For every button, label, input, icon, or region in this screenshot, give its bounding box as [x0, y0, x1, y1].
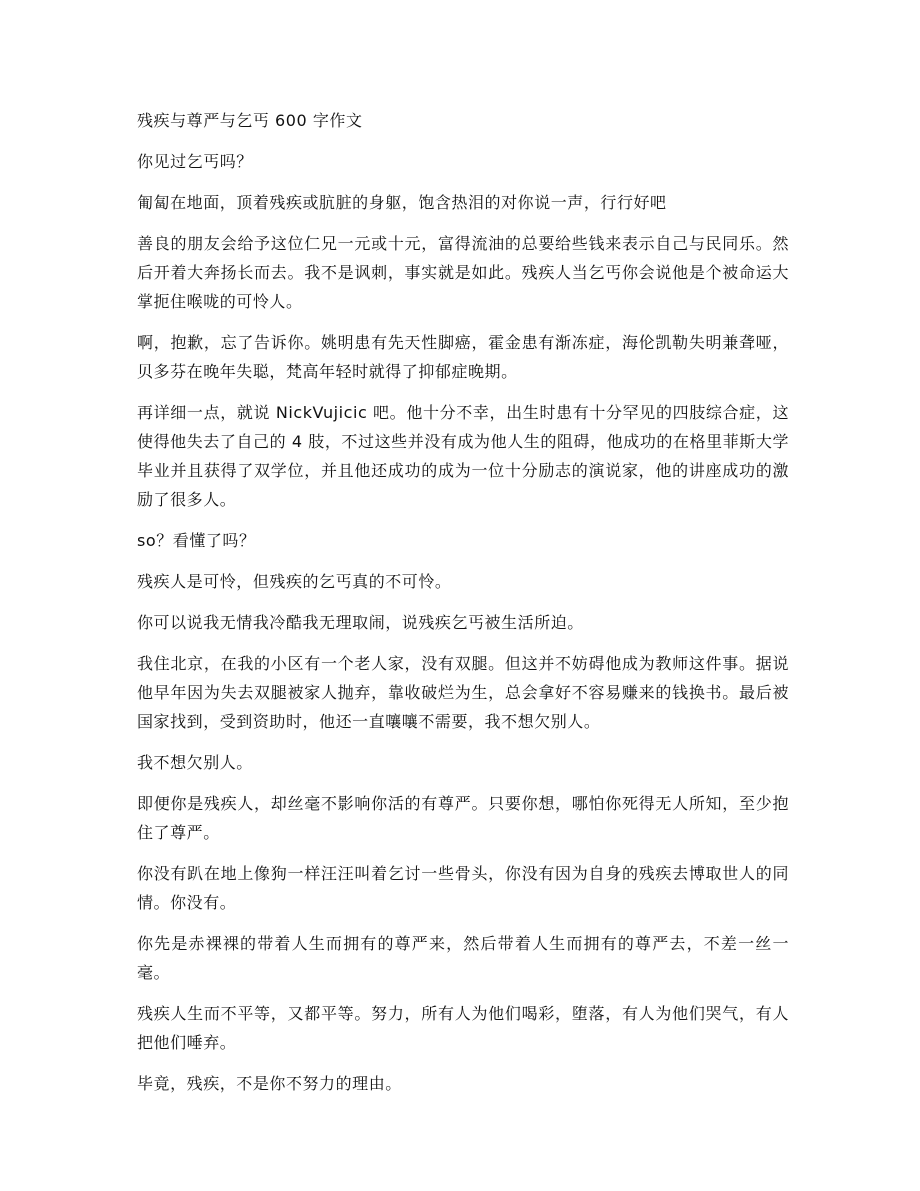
paragraph: 我不想欠别人。 [137, 753, 253, 772]
paragraph: 你可以说我无情我冷酷我无理取闹，说残疾乞丐被生活所迫。 [137, 613, 584, 632]
paragraph: 即便你是残疾人，却丝毫不影响你活的有尊严。只要你想，哪怕你死得无人所知，至少抱住了尊严。 [137, 794, 789, 842]
paragraph: 你见过乞丐吗？ [137, 152, 253, 171]
paragraph: 你先是赤裸裸的带着人生而拥有的尊严来，然后带着人生而拥有的尊严去，不差一丝一毫。 [137, 934, 789, 982]
paragraph: 善良的朋友会给予这位仁兄一元或十元，富得流油的总要给些钱来表示自己与民同乐。然后开着大奔扬长而去。我不是讽刺，事实就是如此。残疾人当乞丐你会说他是个被命运大掌扼住喉咙的可怜人。 [137, 234, 789, 311]
paragraph: 残疾人是可怜，但残疾的乞丐真的不可怜。 [137, 572, 452, 591]
paragraph: 我住北京，在我的小区有一个老人家，没有双腿。但这并不妨碍他成为教师这件事。据说他早年因为失去双腿被家人抛弃，靠收破烂为生，总会拿好不容易赚来的钱换书。最后被国家找到，受到资助时，他还一直嚷嚷不需要，我不想欠别人。 [137, 654, 789, 731]
document-title: 残疾与尊严与乞丐 600 字作文 [137, 111, 363, 130]
paragraph: 再详细一点，就说 NickVujicic 吧。他十分不幸，出生时患有十分罕见的四肢综合症，这使得他失去了自己的 4 肢，不过这些并没有成为他人生的阻碍，他成功的在格里菲斯大学毕业并且获得了双学位，并且他还成功的成为一位十分励志的演说家，他的讲座成功的激励了很多人。 [137, 403, 789, 509]
paragraph: so？看懂了吗？ [137, 531, 256, 550]
paragraph: 你没有趴在地上像狗一样汪汪叫着乞讨一些骨头，你没有因为自身的残疾去博取世人的同情。你没有。 [137, 864, 789, 912]
paragraph: 匍匐在地面，顶着残疾或肮脏的身躯，饱含热泪的对你说一声，行行好吧 [137, 193, 667, 212]
paragraph: 毕竟，残疾，不是你不努力的理由。 [137, 1074, 402, 1093]
document-page [137, 106, 789, 1110]
paragraph: 残疾人生而不平等，又都平等。努力，所有人为他们喝彩，堕落，有人为他们哭气，有人把他们唾弃。 [137, 1004, 789, 1052]
paragraph: 啊，抱歉，忘了告诉你。姚明患有先天性脚癌，霍金患有渐冻症，海伦凯勒失明兼聋哑，贝多芬在晚年失聪，梵高年轻时就得了抑郁症晚期。 [137, 333, 789, 381]
